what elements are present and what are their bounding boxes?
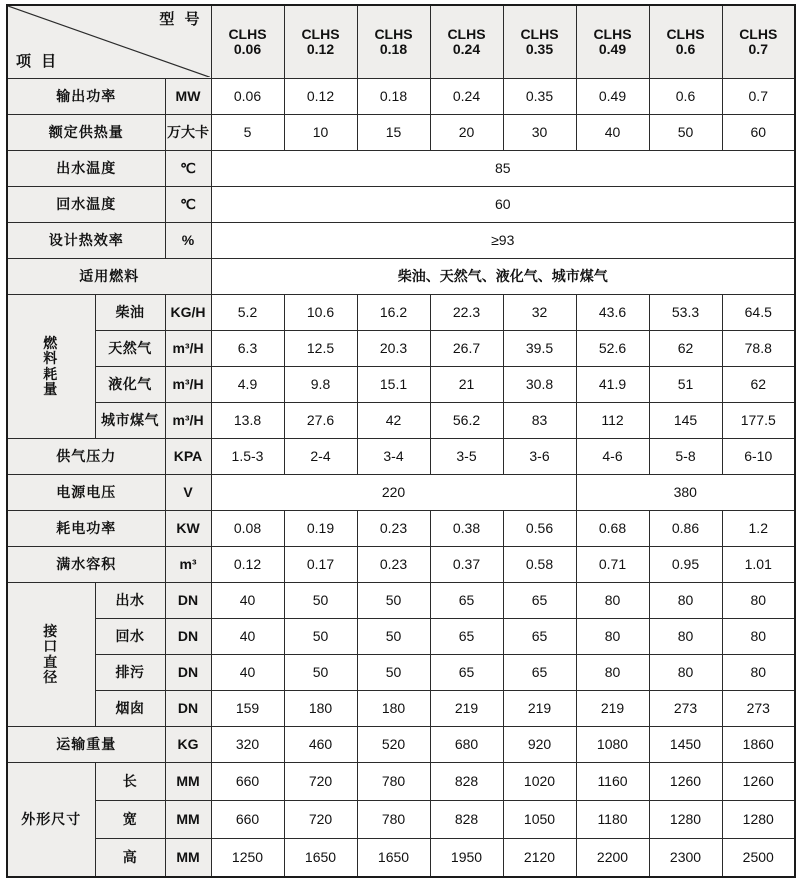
cell-value: 1950 — [430, 839, 503, 877]
cell-value: 0.49 — [576, 79, 649, 115]
table-row-transport-weight — [7, 727, 795, 763]
row-group-label-connection: 接 口 直 径 — [7, 583, 95, 727]
cell-value: 62 — [649, 331, 722, 367]
cell-value: 2-4 — [284, 439, 357, 475]
cell-value: 1650 — [357, 839, 430, 877]
row-sublabel: 城市煤气 — [95, 403, 165, 439]
cell-value: 78.8 — [722, 331, 795, 367]
model-size: 0.6 — [675, 41, 696, 57]
row-unit: MW — [165, 79, 211, 115]
cell-value: 320 — [211, 727, 284, 763]
cell-value: 0.06 — [211, 79, 284, 115]
cell-value: 40 — [211, 583, 284, 619]
model-name: CLHS — [593, 25, 632, 42]
cell-value: 0.56 — [503, 511, 576, 547]
cell-value: 30.8 — [503, 367, 576, 403]
cell-value: 62 — [722, 367, 795, 403]
cell-value: 828 — [430, 763, 503, 801]
cell-value: 13.8 — [211, 403, 284, 439]
row-sublabel: 出水 — [95, 583, 165, 619]
model-name: CLHS — [301, 25, 340, 42]
cell-value: 680 — [430, 727, 503, 763]
cell-value: 3-4 — [357, 439, 430, 475]
cell-value: 720 — [284, 801, 357, 839]
table-row-output-power — [7, 79, 795, 115]
table-row-return-temp — [7, 187, 795, 223]
cell-value: 65 — [503, 655, 576, 691]
cell-value: 2300 — [649, 839, 722, 877]
cell-value: 40 — [211, 619, 284, 655]
row-unit: V — [165, 475, 211, 511]
cell-value: 177.5 — [722, 403, 795, 439]
table-row-fuel-lpg — [7, 367, 795, 403]
row-unit: KG — [165, 727, 211, 763]
cell-value: 0.35 — [503, 79, 576, 115]
model-size: 0.06 — [233, 41, 262, 57]
row-label: 供气压力 — [7, 439, 165, 475]
row-label: 设计热效率 — [7, 223, 165, 259]
cell-value: 65 — [430, 619, 503, 655]
cell-value: ≥93 — [211, 223, 795, 259]
cell-value: 65 — [503, 619, 576, 655]
row-unit: MM — [165, 763, 211, 801]
model-name: CLHS — [228, 25, 267, 42]
cell-value: 5 — [211, 115, 284, 151]
cell-value: 5.2 — [211, 295, 284, 331]
cell-value: 52.6 — [576, 331, 649, 367]
table-row-connection-chimney — [7, 691, 795, 727]
model-column-header — [357, 5, 430, 79]
cell-value: 10.6 — [284, 295, 357, 331]
table-row-fuel-city-gas — [7, 403, 795, 439]
cell-value: 80 — [722, 619, 795, 655]
table-row-voltage — [7, 475, 795, 511]
model-column-header — [503, 5, 576, 79]
cell-value: 0.7 — [722, 79, 795, 115]
corner-header-cell — [7, 5, 211, 79]
cell-value: 2200 — [576, 839, 649, 877]
model-size: 0.7 — [748, 41, 768, 57]
cell-value: 0.68 — [576, 511, 649, 547]
cell-value: 41.9 — [576, 367, 649, 403]
row-sublabel: 液化气 — [95, 367, 165, 403]
row-unit: ℃ — [165, 187, 211, 223]
cell-value: 80 — [576, 619, 649, 655]
row-label: 耗电功率 — [7, 511, 165, 547]
row-unit: m³ — [165, 547, 211, 583]
cell-value: 0.38 — [430, 511, 503, 547]
cell-value: 1160 — [576, 763, 649, 801]
cell-value: 1.01 — [722, 547, 795, 583]
cell-value: 219 — [430, 691, 503, 727]
cell-value: 1050 — [503, 801, 576, 839]
cell-value: 220 — [211, 475, 576, 511]
cell-value: 4.9 — [211, 367, 284, 403]
cell-value: 80 — [722, 655, 795, 691]
cell-value: 0.19 — [284, 511, 357, 547]
cell-value: 27.6 — [284, 403, 357, 439]
cell-value: 1250 — [211, 839, 284, 877]
row-label: 出水温度 — [7, 151, 165, 187]
cell-value: 0.24 — [430, 79, 503, 115]
row-label: 运输重量 — [7, 727, 165, 763]
table-row-fuel-natural-gas — [7, 331, 795, 367]
row-unit: m³/H — [165, 367, 211, 403]
cell-value: 26.7 — [430, 331, 503, 367]
table-row-fuel-diesel — [7, 295, 795, 331]
cell-value: 15 — [357, 115, 430, 151]
model-size: 0.12 — [306, 41, 335, 57]
cell-value: 0.6 — [649, 79, 722, 115]
cell-value: 1280 — [649, 801, 722, 839]
cell-value: 0.18 — [357, 79, 430, 115]
table-row-dimension-height — [7, 839, 795, 877]
cell-value: 0.12 — [284, 79, 357, 115]
cell-value: 780 — [357, 801, 430, 839]
row-label: 满水容积 — [7, 547, 165, 583]
row-sublabel: 宽 — [95, 801, 165, 839]
cell-value: 0.86 — [649, 511, 722, 547]
row-unit: DN — [165, 583, 211, 619]
cell-value: 720 — [284, 763, 357, 801]
cell-value: 80 — [576, 655, 649, 691]
cell-value: 60 — [211, 187, 795, 223]
row-unit: 万大卡 — [165, 115, 211, 151]
cell-value: 56.2 — [430, 403, 503, 439]
cell-value: 20.3 — [357, 331, 430, 367]
cell-value: 1860 — [722, 727, 795, 763]
cell-value: 0.95 — [649, 547, 722, 583]
row-group-label-fuel: 燃 料 耗 量 — [7, 295, 95, 439]
cell-value: 1020 — [503, 763, 576, 801]
model-name: CLHS — [739, 25, 778, 42]
cell-value: 65 — [503, 583, 576, 619]
row-unit: m³/H — [165, 403, 211, 439]
cell-value: 43.6 — [576, 295, 649, 331]
row-sublabel: 排污 — [95, 655, 165, 691]
cell-value: 780 — [357, 763, 430, 801]
row-sublabel: 天然气 — [95, 331, 165, 367]
cell-value: 219 — [576, 691, 649, 727]
cell-value: 145 — [649, 403, 722, 439]
cell-value: 3-6 — [503, 439, 576, 475]
table-row-outlet-temp — [7, 151, 795, 187]
table-row-dimension-width — [7, 801, 795, 839]
cell-value: 60 — [722, 115, 795, 151]
table-row-efficiency — [7, 223, 795, 259]
row-unit: % — [165, 223, 211, 259]
cell-value: 0.23 — [357, 511, 430, 547]
cell-value: 39.5 — [503, 331, 576, 367]
cell-value: 1650 — [284, 839, 357, 877]
cell-value: 10 — [284, 115, 357, 151]
cell-value: 520 — [357, 727, 430, 763]
cell-value: 20 — [430, 115, 503, 151]
model-column-header — [284, 5, 357, 79]
model-column-header — [430, 5, 503, 79]
cell-value: 180 — [357, 691, 430, 727]
model-size: 0.35 — [525, 41, 554, 57]
cell-value: 6-10 — [722, 439, 795, 475]
row-label: 适用燃料 — [7, 259, 211, 295]
row-unit: DN — [165, 619, 211, 655]
row-unit: MM — [165, 839, 211, 877]
table-row-dimension-length — [7, 763, 795, 801]
cell-value: 80 — [722, 583, 795, 619]
model-column-header — [211, 5, 284, 79]
cell-value: 380 — [576, 475, 795, 511]
model-size: 0.24 — [452, 41, 481, 57]
item-header-label: 项 目 — [16, 52, 60, 70]
model-size: 0.18 — [379, 41, 408, 57]
row-label: 输出功率 — [7, 79, 165, 115]
row-unit: DN — [165, 655, 211, 691]
cell-value: 50 — [357, 619, 430, 655]
cell-value: 32 — [503, 295, 576, 331]
cell-value: 660 — [211, 763, 284, 801]
cell-value: 50 — [284, 583, 357, 619]
row-sublabel: 长 — [95, 763, 165, 801]
cell-value: 273 — [649, 691, 722, 727]
cell-value: 15.1 — [357, 367, 430, 403]
table-row-connection-return — [7, 619, 795, 655]
row-group-label-dimensions: 外形尺寸 — [7, 763, 95, 877]
cell-value: 920 — [503, 727, 576, 763]
cell-value: 180 — [284, 691, 357, 727]
model-column-header — [576, 5, 649, 79]
table-row-rated-heat — [7, 115, 795, 151]
cell-value: 80 — [649, 655, 722, 691]
cell-value: 0.23 — [357, 547, 430, 583]
cell-value: 2120 — [503, 839, 576, 877]
cell-value: 460 — [284, 727, 357, 763]
model-header-label: 型 号 — [159, 11, 203, 28]
cell-value: 50 — [357, 583, 430, 619]
table-row-power-consumption — [7, 511, 795, 547]
cell-value: 53.3 — [649, 295, 722, 331]
cell-value: 40 — [576, 115, 649, 151]
cell-value: 12.5 — [284, 331, 357, 367]
cell-value: 828 — [430, 801, 503, 839]
row-sublabel: 高 — [95, 839, 165, 877]
cell-value: 80 — [649, 619, 722, 655]
row-unit: MM — [165, 801, 211, 839]
row-unit: KW — [165, 511, 211, 547]
cell-value: 1180 — [576, 801, 649, 839]
cell-value: 51 — [649, 367, 722, 403]
row-unit: KG/H — [165, 295, 211, 331]
row-label: 回水温度 — [7, 187, 165, 223]
table-row-connection-outlet — [7, 583, 795, 619]
cell-value: 85 — [211, 151, 795, 187]
cell-value: 273 — [722, 691, 795, 727]
cell-value: 21 — [430, 367, 503, 403]
cell-value: 50 — [357, 655, 430, 691]
cell-value: 1260 — [649, 763, 722, 801]
model-name: CLHS — [447, 25, 486, 42]
cell-value: 112 — [576, 403, 649, 439]
cell-value: 64.5 — [722, 295, 795, 331]
row-label: 额定供热量 — [7, 115, 165, 151]
table-row-gas-pressure — [7, 439, 795, 475]
cell-value: 0.08 — [211, 511, 284, 547]
model-size: 0.49 — [598, 41, 627, 57]
cell-value: 0.17 — [284, 547, 357, 583]
specification-table — [6, 4, 796, 878]
cell-value: 0.37 — [430, 547, 503, 583]
cell-value: 65 — [430, 583, 503, 619]
cell-value: 4-6 — [576, 439, 649, 475]
cell-value: 80 — [576, 583, 649, 619]
cell-value: 柴油、天然气、液化气、城市煤气 — [211, 259, 795, 295]
cell-value: 22.3 — [430, 295, 503, 331]
row-unit: KPA — [165, 439, 211, 475]
row-sublabel: 柴油 — [95, 295, 165, 331]
cell-value: 9.8 — [284, 367, 357, 403]
model-name: CLHS — [520, 25, 559, 42]
cell-value: 83 — [503, 403, 576, 439]
cell-value: 0.12 — [211, 547, 284, 583]
cell-value: 1080 — [576, 727, 649, 763]
table-row-water-volume — [7, 547, 795, 583]
cell-value: 50 — [649, 115, 722, 151]
cell-value: 5-8 — [649, 439, 722, 475]
cell-value: 80 — [649, 583, 722, 619]
model-column-header — [649, 5, 722, 79]
cell-value: 16.2 — [357, 295, 430, 331]
cell-value: 1260 — [722, 763, 795, 801]
row-label: 电源电压 — [7, 475, 165, 511]
cell-value: 65 — [430, 655, 503, 691]
cell-value: 1280 — [722, 801, 795, 839]
cell-value: 1.5-3 — [211, 439, 284, 475]
cell-value: 0.71 — [576, 547, 649, 583]
model-name: CLHS — [374, 25, 413, 42]
cell-value: 6.3 — [211, 331, 284, 367]
cell-value: 1450 — [649, 727, 722, 763]
model-name: CLHS — [666, 25, 705, 42]
row-sublabel: 烟囱 — [95, 691, 165, 727]
row-unit: m³/H — [165, 331, 211, 367]
cell-value: 40 — [211, 655, 284, 691]
table-row-fuel-type — [7, 259, 795, 295]
model-column-header — [722, 5, 795, 79]
table-row-connection-drain — [7, 655, 795, 691]
cell-value: 159 — [211, 691, 284, 727]
cell-value: 219 — [503, 691, 576, 727]
cell-value: 0.58 — [503, 547, 576, 583]
row-unit: ℃ — [165, 151, 211, 187]
row-sublabel: 回水 — [95, 619, 165, 655]
table-header-row — [7, 5, 795, 79]
row-unit: DN — [165, 691, 211, 727]
cell-value: 1.2 — [722, 511, 795, 547]
cell-value: 50 — [284, 655, 357, 691]
cell-value: 660 — [211, 801, 284, 839]
cell-value: 30 — [503, 115, 576, 151]
cell-value: 2500 — [722, 839, 795, 877]
cell-value: 50 — [284, 619, 357, 655]
cell-value: 42 — [357, 403, 430, 439]
cell-value: 3-5 — [430, 439, 503, 475]
